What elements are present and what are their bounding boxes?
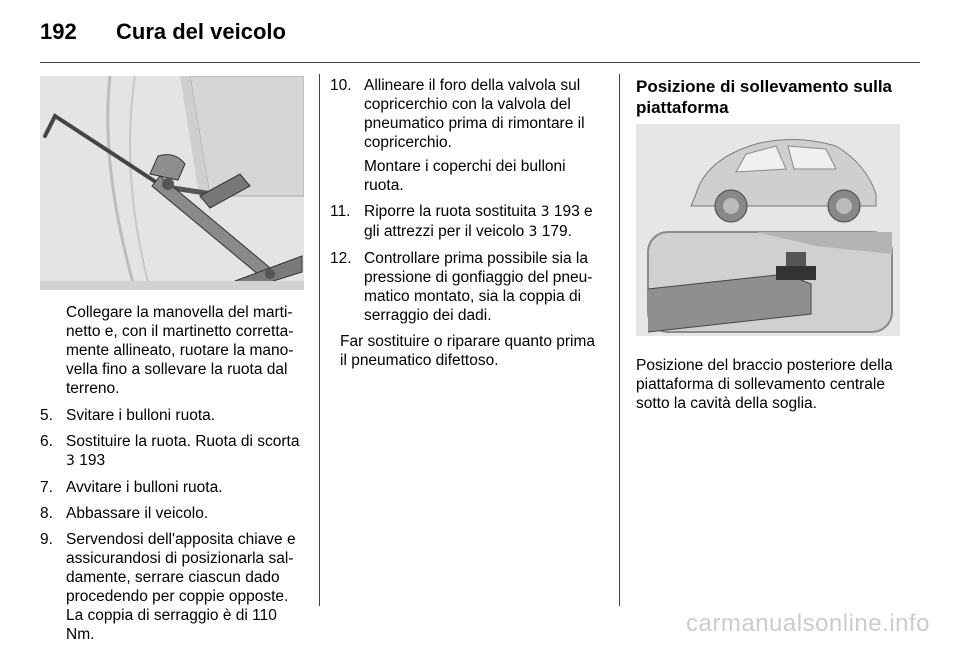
section-title: Posizione di sollevamento sulla piattaforma [636,77,893,117]
page-header [40,14,286,50]
page-ref-link[interactable]: 193 [79,452,106,469]
chapter-title: Cura del veicolo [116,19,286,44]
page-ref-link[interactable]: 179. [541,223,572,240]
page-ref-icon: 3 [66,453,75,469]
middle-column [330,76,606,386]
right-column [636,76,904,413]
column-divider-left [319,74,320,606]
note-text: Far sostituire o riparare quanto prima il pneumatico difettoso. [340,333,596,369]
page-number: 192 [40,19,77,44]
page-ref-link[interactable]: 193 [553,203,580,220]
list-item: 8. Abbassare il veicolo. [40,505,209,522]
header-rule [40,62,920,63]
left-column [40,76,304,651]
list-item: 12. Controllare prima possibile sia la pressione di gonfiaggio del pneu-matico montato, sia la coppia di serraggio dei dadi. [330,250,593,324]
list-item: 7. Avvitare i bulloni ruota. [40,479,223,496]
lift-drawing [636,124,900,336]
lift-illustration [636,124,900,336]
steps-list-left [40,406,304,644]
page-ref-icon: 3 [540,204,550,220]
jack-drawing [40,76,304,290]
list-item: 10. Allineare il foro della valvola sul copricerchio con la valvola del pneumatico prima di rimontare il copricerchio. Montare i coperchi dei bulloni ruota. [330,76,606,195]
figure-caption: Collegare la manovella del marti-netto e, con il martinetto corretta-mente allineato, ruotare la mano-vella fino a sollevare la ruota dal terreno. [66,304,294,397]
sub-instruction: Montare i coperchi dei bulloni ruota. [364,158,566,194]
list-item: 9. Servendosi dell'apposita chiave e assicurandosi di posizionarla sal-damente, serrare ciascun dado procedendo per coppie opposte. La coppia di serraggio è di 110 Nm. [40,531,296,643]
column-divider-right [619,74,620,606]
figure-caption: Posizione del braccio posteriore della piattaforma di sollevamento centrale sotto la cavità della soglia. [636,357,893,412]
list-item: 5. Svitare i bulloni ruota. [40,407,216,424]
page-ref-icon: 3 [528,224,538,240]
jack-illustration [40,76,304,290]
list-item: 11. Riporre la ruota sostituita 3 193 e gli attrezzi per il veicolo 3 179. [330,203,593,240]
list-item: 6. Sostituire la ruota. Ruota di scorta 3 193 [40,433,300,469]
watermark: carmanualsonline.info [686,610,930,637]
steps-list-middle [330,76,606,325]
